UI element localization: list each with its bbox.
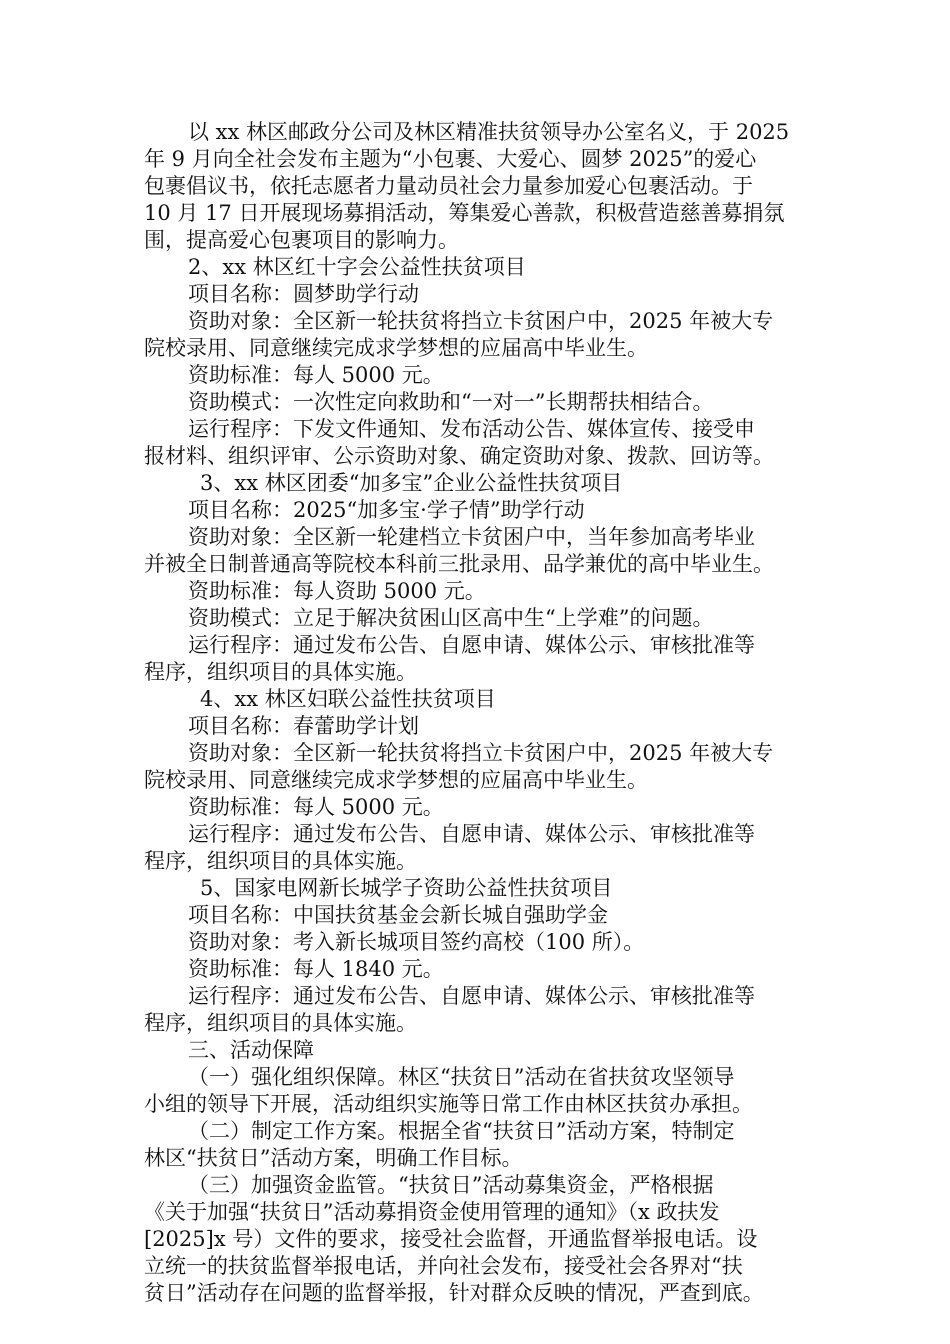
paragraph-line: 程序，组织项目的具体实施。 bbox=[144, 849, 417, 873]
paragraph-line: （一）强化组织保障。林区“扶贫日”活动在省扶贫攻坚领导 bbox=[188, 1065, 735, 1089]
paragraph-line: 资助对象：考入新长城项目签约高校（100 所）。 bbox=[188, 930, 645, 954]
paragraph-line: 程序，组织项目的具体实施。 bbox=[144, 1011, 417, 1035]
section-heading: 2、xx 林区红十字会公益性扶贫项目 bbox=[188, 255, 526, 279]
paragraph-line: 院校录用、同意继续完成求学梦想的应届高中毕业生。 bbox=[144, 336, 648, 360]
paragraph-line: 项目名称：圆梦助学行动 bbox=[188, 282, 419, 306]
paragraph-line: 《关于加强“扶贫日”活动募捐资金使用管理的通知》（x 政扶发 bbox=[144, 1200, 720, 1224]
paragraph-line: 运行程序：通过发布公告、自愿申请、媒体公示、审核批准等 bbox=[188, 633, 755, 657]
paragraph-line: 10 月 17 日开展现场募捐活动，筹集爱心善款，积极营造慈善募捐氛 bbox=[144, 201, 785, 225]
paragraph-line: （二）制定工作方案。根据全省“扶贫日”活动方案，特制定 bbox=[188, 1119, 735, 1143]
paragraph-line: 运行程序：通过发布公告、自愿申请、媒体公示、审核批准等 bbox=[188, 984, 755, 1008]
paragraph-line: 资助模式：一次性定向救助和“一对一”长期帮扶相结合。 bbox=[188, 390, 714, 414]
paragraph-line: 资助标准：每人 5000 元。 bbox=[188, 795, 444, 819]
paragraph-line: 运行程序：通过发布公告、自愿申请、媒体公示、审核批准等 bbox=[188, 822, 755, 846]
section-heading: 三、活动保障 bbox=[188, 1038, 314, 1062]
paragraph-line: 资助标准：每人资助 5000 元。 bbox=[188, 579, 486, 603]
paragraph-line: 围，提高爱心包裹项目的影响力。 bbox=[144, 228, 459, 252]
paragraph-line: 项目名称：春蕾助学计划 bbox=[188, 714, 419, 738]
paragraph-line: [2025]x 号）文件的要求，接受社会监督，开通监督举报电话。设 bbox=[144, 1227, 758, 1251]
paragraph-line: 资助对象：全区新一轮扶贫将挡立卡贫困户中，2025 年被大专 bbox=[188, 741, 774, 765]
paragraph-line: 贫日”活动存在问题的监督举报，针对群众反映的情况，严查到底。 bbox=[144, 1281, 764, 1305]
paragraph-line: 林区“扶贫日”活动方案，明确工作目标。 bbox=[144, 1146, 523, 1170]
paragraph-line: 以 xx 林区邮政分公司及林区精准扶贫领导办公室名义，于 2025 bbox=[188, 120, 790, 144]
section-heading: 3、xx 林区团委“加多宝”企业公益性扶贫项目 bbox=[200, 471, 623, 495]
paragraph-line: 年 9 月向全社会发布主题为“小包裹、大爱心、圆梦 2025”的爱心 bbox=[144, 147, 757, 171]
paragraph-line: 资助对象：全区新一轮扶贫将挡立卡贫困户中，2025 年被大专 bbox=[188, 309, 774, 333]
paragraph-line: 报材料、组织评审、公示资助对象、确定资助对象、拨款、回访等。 bbox=[144, 444, 774, 468]
paragraph-line: 程序，组织项目的具体实施。 bbox=[144, 660, 417, 684]
paragraph-line: 资助对象：全区新一轮建档立卡贫困户中，当年参加高考毕业 bbox=[188, 525, 755, 549]
paragraph-line: 立统一的扶贫监督举报电话，并向社会发布，接受社会各界对“扶 bbox=[144, 1254, 743, 1278]
paragraph-line: 运行程序：下发文件通知、发布活动公告、媒体宣传、接受申 bbox=[188, 417, 755, 441]
section-heading: 4、xx 林区妇联公益性扶贫项目 bbox=[200, 687, 496, 711]
section-heading: 5、国家电网新长城学子资助公益性扶贫项目 bbox=[200, 876, 613, 900]
paragraph-line: 项目名称：2025“加多宝·学子情”助学行动 bbox=[188, 498, 585, 522]
paragraph-line: 资助标准：每人 1840 元。 bbox=[188, 957, 444, 981]
paragraph-line: （三）加强资金监管。“扶贫日”活动募集资金，严格根据 bbox=[188, 1173, 714, 1197]
paragraph-line: 小组的领导下开展，活动组织实施等日常工作由林区扶贫办承担。 bbox=[144, 1092, 753, 1116]
paragraph-line: 包裹倡议书，依托志愿者力量动员社会力量参加爱心包裹活动。于 bbox=[144, 174, 753, 198]
paragraph-line: 资助模式：立足于解决贫困山区高中生“上学难”的问题。 bbox=[188, 606, 714, 630]
paragraph-line: 项目名称：中国扶贫基金会新长城自强助学金 bbox=[188, 903, 608, 927]
paragraph-line: 资助标准：每人 5000 元。 bbox=[188, 363, 444, 387]
paragraph-line: 并被全日制普通高等院校本科前三批录用、品学兼优的高中毕业生。 bbox=[144, 552, 774, 576]
document-body bbox=[144, 119, 806, 1307]
paragraph-line: 院校录用、同意继续完成求学梦想的应届高中毕业生。 bbox=[144, 768, 648, 792]
